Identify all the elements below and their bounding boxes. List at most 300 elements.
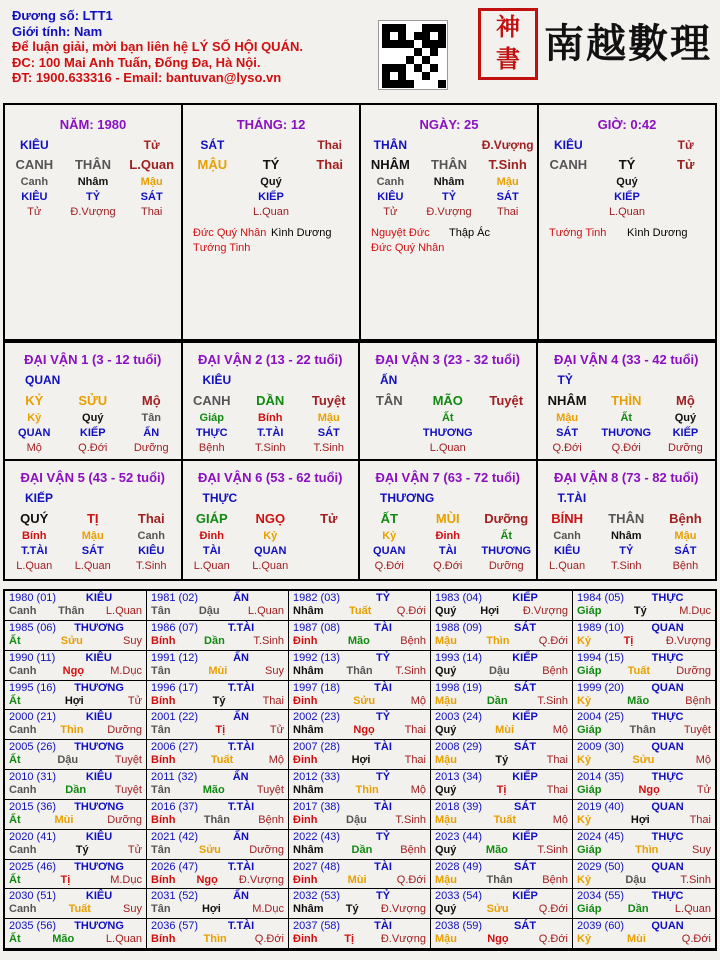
- year-can: Đinh: [293, 694, 318, 707]
- year-can: Ất: [9, 873, 21, 886]
- year-cell: [147, 591, 289, 621]
- hidden-star: QUAN: [254, 545, 287, 557]
- hidden-star: [539, 190, 598, 205]
- hidden-stage: Q.Đới: [374, 560, 404, 572]
- year-can: Đinh: [293, 873, 318, 886]
- year-chi: Tuất: [210, 754, 234, 767]
- dai-van-title: ĐẠI VẬN 3 (23 - 32 tuổi): [375, 352, 520, 367]
- year-label: 2004 (25): [577, 711, 625, 724]
- dai-van-4: [538, 343, 716, 461]
- year-label: 1983 (04): [435, 592, 483, 604]
- year-cell: [147, 800, 289, 830]
- year-cell: [573, 681, 715, 711]
- pillar-chi: THÂN: [74, 157, 112, 172]
- dai-van-can: GIÁP: [195, 511, 228, 526]
- year-label: 2022 (43): [293, 830, 341, 843]
- year-star: THƯƠNG: [74, 860, 124, 873]
- year-label: 2039 (60): [577, 920, 625, 933]
- year-star: TÀI: [374, 920, 392, 933]
- hidden-star: [477, 426, 536, 441]
- dai-van-can: KỶ: [25, 393, 44, 408]
- year-cell: [573, 591, 715, 621]
- year-chi: Dậu: [198, 605, 220, 617]
- hidden-stage: [656, 205, 715, 220]
- year-star: QUAN: [651, 621, 684, 634]
- year-cell: [431, 860, 573, 890]
- year-chi: Tý: [212, 694, 226, 707]
- hidden-can: Canh: [20, 176, 49, 188]
- year-star: QUAN: [651, 920, 684, 933]
- year-label: 1990 (11): [9, 651, 56, 664]
- year-star: ẤN: [233, 592, 249, 604]
- year-chi: Sửu: [486, 903, 509, 916]
- pillar-other-star: Kình Dương: [271, 227, 332, 239]
- hidden-stage: Thai: [496, 206, 519, 218]
- year-cell: [431, 681, 573, 711]
- year-star: THỰC: [651, 711, 684, 724]
- year-chi: Thân: [486, 873, 513, 886]
- year-star: T.TÀI: [227, 800, 255, 813]
- hidden-stage: T.Sinh: [610, 560, 642, 572]
- year-star: TÀI: [374, 681, 392, 694]
- year-cell: [147, 860, 289, 890]
- year-star: TÀI: [374, 621, 392, 634]
- year-cell: [431, 830, 573, 860]
- year-can: Tân: [151, 784, 171, 796]
- hidden-stage: Đ.Vượng: [70, 206, 116, 218]
- year-cell: [289, 800, 431, 830]
- year-chi: Mùi: [626, 933, 646, 946]
- hidden-stage: Q.Đới: [552, 442, 582, 454]
- year-stage: Q.Đới: [538, 634, 568, 647]
- dai-van-chi: MÙI: [435, 511, 460, 526]
- year-cell: [431, 591, 573, 621]
- year-stage: Tử: [269, 724, 284, 737]
- hidden-star: KIẾP: [672, 427, 699, 439]
- year-stage: Bệnh: [542, 873, 568, 886]
- year-cell: [147, 621, 289, 651]
- hidden-stage: [183, 205, 242, 220]
- year-cell: [5, 591, 147, 621]
- dai-van-star: THỰC: [202, 491, 238, 505]
- hidden-star: T.TÀI: [21, 545, 48, 557]
- pillar-star: THÂN: [373, 138, 407, 152]
- year-star: THƯƠNG: [74, 920, 124, 933]
- year-can: Quý: [435, 605, 457, 617]
- year-cell: [289, 651, 431, 681]
- year-can: Quý: [435, 903, 457, 916]
- year-cell: [573, 770, 715, 800]
- year-label: 1985 (06): [9, 621, 57, 634]
- year-star: SÁT: [514, 621, 537, 634]
- pillar-2: [361, 105, 539, 339]
- hidden-stage: T.Sinh: [135, 560, 167, 572]
- dai-van-grid: [3, 341, 717, 581]
- year-can: Giáp: [577, 903, 602, 916]
- year-stage: T.Sinh: [537, 843, 568, 856]
- year-label: 2019 (40): [577, 800, 625, 813]
- year-chi: Mão: [202, 784, 225, 796]
- hidden-can: Đinh: [199, 530, 224, 542]
- year-can: Canh: [9, 664, 37, 677]
- hidden-can: [539, 175, 598, 190]
- year-cell: [573, 889, 715, 919]
- year-chi: Ngọ: [196, 873, 218, 886]
- dai-van-title: ĐẠI VẬN 6 (53 - 62 tuổi): [198, 470, 343, 485]
- year-chi: Mão: [627, 694, 650, 707]
- year-label: 1984 (05): [577, 592, 625, 604]
- year-label: 1995 (16): [9, 681, 57, 694]
- hidden-stage: Q.Đới: [78, 442, 108, 454]
- hidden-can: Canh: [376, 176, 405, 188]
- year-label: 2037 (58): [293, 920, 341, 933]
- pillar-mid-right: Tử: [677, 157, 695, 172]
- hidden-stage: Tử: [27, 206, 42, 218]
- dai-van-6: [183, 461, 361, 579]
- pillar-auspicious-star: Tướng Tinh: [193, 242, 251, 254]
- year-can: Canh: [9, 724, 37, 737]
- dai-van-chi: NGỌ: [255, 511, 286, 526]
- hidden-stage: Q.Đới: [433, 560, 463, 572]
- address-line: ĐC: 100 Mai Anh Tuấn, Đống Đa, Hà Nội.: [12, 54, 261, 70]
- hidden-can: Đinh: [435, 530, 460, 542]
- hidden-can: Mậu: [81, 530, 104, 542]
- year-chi: Tị: [344, 933, 355, 946]
- year-cell: [573, 621, 715, 651]
- year-cell: [573, 919, 715, 949]
- hidden-stage: L.Quan: [608, 206, 646, 218]
- hidden-star: THƯƠNG: [601, 427, 652, 439]
- year-chi: Thân: [58, 605, 85, 617]
- year-can: Ất: [9, 813, 21, 826]
- year-cell: [431, 800, 573, 830]
- hidden-can: Quý: [260, 176, 282, 188]
- hidden-can: Bính: [258, 412, 283, 424]
- year-can: Ất: [9, 694, 21, 707]
- hidden-star: KIẾP: [79, 427, 106, 439]
- dai-van-title: ĐẠI VẬN 2 (13 - 22 tuổi): [198, 352, 343, 367]
- year-chi: Mão: [485, 843, 508, 856]
- hidden-star: SÁT: [81, 545, 104, 557]
- year-label: 2012 (33): [293, 771, 341, 783]
- year-label: 1996 (17): [151, 681, 199, 694]
- year-cell: [573, 710, 715, 740]
- year-can: Đinh: [293, 933, 318, 946]
- hidden-stage: L.Quan: [74, 560, 111, 572]
- hidden-star: [656, 190, 715, 205]
- year-star: THỰC: [651, 890, 684, 903]
- header-info: [12, 8, 303, 86]
- hidden-can: Quý: [616, 176, 638, 188]
- year-label: 2009 (30): [577, 741, 625, 754]
- year-cell: [5, 889, 147, 919]
- year-label: 2024 (45): [577, 830, 625, 843]
- four-pillars: [3, 103, 717, 341]
- hidden-can: Kỷ: [382, 530, 397, 542]
- year-star: SÁT: [514, 681, 537, 694]
- year-can: Kỷ: [577, 873, 592, 886]
- year-label: 1989 (10): [577, 621, 625, 634]
- dai-van-chi: DẦN: [256, 393, 285, 408]
- year-can: Đinh: [293, 754, 318, 767]
- pillar-other-star: Kình Dương: [627, 227, 688, 239]
- year-can: Nhâm: [293, 724, 324, 737]
- hidden-can: [360, 411, 419, 426]
- hidden-star: QUAN: [373, 545, 406, 557]
- hidden-can: Canh: [553, 530, 581, 542]
- hidden-can: Quý: [674, 412, 697, 424]
- year-can: Giáp: [577, 784, 602, 796]
- year-can: Canh: [9, 903, 37, 916]
- year-label: 1982 (03): [293, 592, 341, 604]
- year-star: ẤN: [233, 651, 249, 664]
- year-label: 2034 (55): [577, 890, 625, 903]
- hidden-star: TÀI: [438, 545, 457, 557]
- year-cell: [431, 919, 573, 949]
- year-star: KIẾP: [512, 890, 538, 903]
- year-chi: Dậu: [346, 813, 367, 826]
- year-can: Bính: [151, 813, 176, 826]
- hidden-star: ẤN: [143, 427, 160, 439]
- year-can: Tân: [151, 724, 171, 737]
- pillar-title: GIỜ: 0:42: [597, 117, 657, 132]
- contact-line: Để luận giải, mời bạn liên hệ LÝ SỐ HỘI QUÁN.: [12, 39, 303, 55]
- year-chi: Dần: [627, 903, 649, 916]
- year-label: 2025 (46): [9, 860, 57, 873]
- hidden-stage: [360, 441, 419, 456]
- year-cell: [573, 860, 715, 890]
- hidden-can: Ất: [620, 412, 633, 424]
- hidden-star: [360, 426, 419, 441]
- year-can: Mậu: [435, 694, 457, 707]
- year-chi: Mão: [347, 634, 370, 647]
- year-stage: Đ.Vượng: [380, 903, 426, 916]
- year-label: 2038 (59): [435, 920, 483, 933]
- hidden-star: SÁT: [140, 191, 163, 203]
- year-star: THỰC: [651, 771, 684, 783]
- year-star: THỰC: [651, 592, 684, 604]
- year-chi: Tị: [623, 634, 634, 647]
- year-cell: [289, 830, 431, 860]
- year-stage: Tử: [127, 843, 142, 856]
- year-chi: Tị: [496, 784, 507, 796]
- year-chi: Hợi: [480, 605, 500, 617]
- year-label: 2011 (32): [151, 771, 198, 783]
- year-label: 2029 (50): [577, 860, 625, 873]
- year-cell: [5, 621, 147, 651]
- year-star: KIÊU: [85, 830, 113, 843]
- year-stage: T.Sinh: [253, 634, 284, 647]
- hidden-can: Mậu: [496, 176, 519, 188]
- dai-van-star: QUAN: [25, 373, 61, 387]
- year-cell: [147, 889, 289, 919]
- hidden-can: [656, 175, 715, 190]
- pillar-chi: TÝ: [262, 157, 280, 172]
- hidden-stage: Bệnh: [672, 560, 699, 572]
- year-can: Giáp: [577, 843, 602, 856]
- year-stage: Đ.Vượng: [380, 933, 426, 946]
- hidden-star: TỶ: [85, 191, 101, 203]
- hidden-can: Mậu: [556, 412, 579, 424]
- year-stage: Đ.Vượng: [665, 634, 711, 647]
- year-stage: Bệnh: [400, 843, 426, 856]
- dai-van-5: [5, 461, 183, 579]
- hidden-can: [183, 175, 242, 190]
- years-grid: [3, 589, 717, 951]
- pillar-auspicious-star: Nguyệt Đức: [371, 227, 430, 239]
- year-label: 2016 (37): [151, 800, 199, 813]
- year-can: Đinh: [293, 634, 318, 647]
- year-stage: Tuyệt: [114, 754, 142, 767]
- year-stage: L.Quan: [247, 605, 284, 617]
- hidden-stage: Bệnh: [198, 442, 225, 454]
- pillar-stage: Thai: [317, 138, 343, 152]
- year-label: 1987 (08): [293, 621, 341, 634]
- year-star: SÁT: [514, 920, 537, 933]
- year-star: TÀI: [374, 741, 392, 754]
- year-stage: M.Dục: [110, 873, 142, 886]
- year-label: 1986 (07): [151, 621, 199, 634]
- pillar-can: NHÂM: [370, 157, 410, 172]
- owner-label: Đương số:: [12, 8, 80, 23]
- hidden-star: SÁT: [674, 545, 697, 557]
- hidden-star: [300, 544, 359, 559]
- year-stage: L.Quan: [105, 933, 142, 946]
- year-star: TỶ: [376, 592, 391, 604]
- year-cell: [147, 919, 289, 949]
- hidden-stage: L.Quan: [16, 560, 53, 572]
- year-can: Bính: [151, 933, 176, 946]
- year-can: Canh: [9, 784, 37, 796]
- year-star: SÁT: [514, 860, 537, 873]
- year-cell: [5, 710, 147, 740]
- year-star: KIẾP: [512, 711, 538, 724]
- year-label: 2033 (54): [435, 890, 483, 903]
- year-label: 1997 (18): [293, 681, 341, 694]
- year-stage: Dưỡng: [249, 843, 284, 856]
- year-stage: Tử: [127, 694, 142, 707]
- pillar-chi: THÂN: [430, 157, 468, 172]
- pillar-title: NĂM: 1980: [59, 117, 127, 132]
- owner-value: LTT1: [82, 8, 113, 23]
- year-label: 2032 (53): [293, 890, 341, 903]
- year-cell: [147, 770, 289, 800]
- pillar-stage: Đ.Vượng: [481, 138, 534, 152]
- year-star: KIẾP: [512, 771, 538, 783]
- year-label: 2006 (27): [151, 741, 199, 754]
- year-star: KIẾP: [512, 830, 538, 843]
- year-label: 2021 (42): [151, 830, 199, 843]
- year-cell: [5, 740, 147, 770]
- year-star: ẤN: [233, 830, 249, 843]
- pillar-auspicious-star: Đức Quý Nhân: [193, 227, 267, 239]
- year-chi: Thìn: [486, 634, 510, 647]
- year-cell: [147, 681, 289, 711]
- year-label: 1980 (01): [9, 592, 57, 604]
- year-cell: [289, 770, 431, 800]
- year-can: Tân: [151, 664, 171, 677]
- year-cell: [5, 770, 147, 800]
- year-chi: Sửu: [60, 634, 83, 647]
- pillar-title: NGÀY: 25: [419, 117, 479, 132]
- year-star: TÀI: [374, 860, 392, 873]
- year-star: KIÊU: [85, 890, 113, 903]
- year-star: ẤN: [233, 890, 249, 903]
- year-star: T.TÀI: [227, 741, 255, 754]
- dai-van-stage: Thai: [137, 511, 165, 526]
- hidden-stage: [539, 205, 598, 220]
- year-can: Kỷ: [577, 634, 592, 647]
- year-label: 2002 (23): [293, 711, 341, 724]
- hidden-star: KIÊU: [21, 191, 48, 203]
- dai-van-title: ĐẠI VẬN 8 (73 - 82 tuổi): [554, 470, 699, 485]
- year-star: THƯƠNG: [74, 800, 124, 813]
- year-star: SÁT: [514, 741, 537, 754]
- year-star: KIÊU: [85, 771, 113, 783]
- year-cell: [147, 710, 289, 740]
- year-stage: Bệnh: [542, 664, 568, 677]
- hidden-can: Ất: [441, 412, 454, 424]
- hidden-can: Nhâm: [77, 176, 109, 188]
- year-label: 2003 (24): [435, 711, 483, 724]
- year-cell: [5, 800, 147, 830]
- hidden-can: Mậu: [674, 530, 697, 542]
- year-label: 2028 (49): [435, 860, 483, 873]
- dai-van-stage: Mộ: [676, 393, 695, 408]
- year-stage: Bệnh: [400, 634, 426, 647]
- hidden-star: TÀI: [202, 545, 221, 557]
- dai-van-chi: SỬU: [78, 393, 108, 408]
- hidden-star: KIÊU: [138, 545, 165, 557]
- year-star: ẤN: [232, 771, 249, 783]
- hidden-can: Canh: [137, 530, 165, 542]
- hidden-star: KIÊU: [553, 545, 581, 557]
- year-stage: Suy: [123, 903, 142, 916]
- year-chi: Dậu: [625, 873, 647, 886]
- hidden-stage: [300, 559, 359, 574]
- year-label: 2015 (36): [9, 800, 57, 813]
- year-star: KIẾP: [512, 592, 538, 604]
- seal-icon: 神 書: [478, 8, 538, 80]
- hidden-star: [300, 190, 359, 205]
- year-stage: Mộ: [410, 784, 426, 796]
- year-cell: [147, 651, 289, 681]
- year-label: 2036 (57): [151, 920, 199, 933]
- year-stage: Q.Đới: [538, 903, 568, 916]
- year-stage: Suy: [265, 664, 284, 677]
- dai-van-8: [538, 461, 716, 579]
- year-star: KIÊU: [85, 711, 113, 724]
- year-stage: Tuyệt: [114, 784, 142, 796]
- year-stage: Đ.Vượng: [238, 873, 284, 886]
- year-can: Kỷ: [577, 813, 592, 826]
- dai-van-chi: MÃO: [432, 393, 463, 408]
- year-label: 1981 (02): [151, 592, 199, 604]
- year-can: Quý: [435, 843, 457, 856]
- year-stage: T.Sinh: [680, 873, 711, 886]
- year-can: Bính: [151, 754, 176, 767]
- year-star: KIÊU: [85, 592, 113, 604]
- pillar-stage: Tử: [677, 138, 694, 152]
- hidden-star: SÁT: [317, 427, 340, 439]
- pillar-chi: TÝ: [618, 157, 636, 172]
- year-can: Nhâm: [293, 664, 324, 677]
- year-chi: Tý: [633, 605, 647, 617]
- year-cell: [5, 860, 147, 890]
- year-can: Ất: [9, 933, 21, 946]
- year-label: 2035 (56): [9, 920, 57, 933]
- year-stage: M.Dục: [679, 605, 711, 617]
